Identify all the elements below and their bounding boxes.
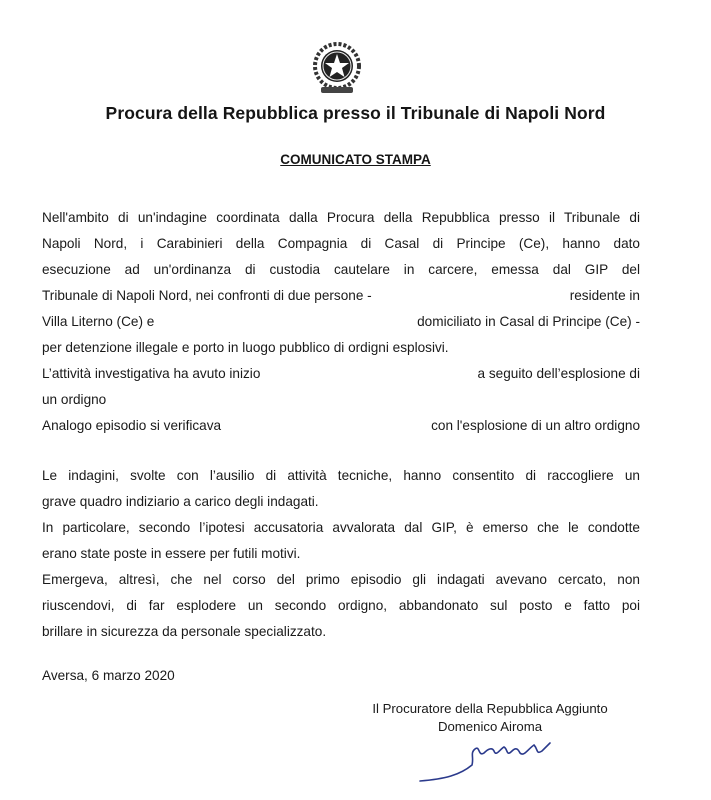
signer-role: Il Procuratore della Repubblica Aggiunto — [372, 701, 608, 716]
text-right: a seguito dell’esplosione di — [477, 366, 640, 381]
text-right: residente in — [569, 288, 640, 303]
italian-republic-emblem-icon — [307, 38, 367, 98]
text-line-redacted — [42, 413, 640, 439]
text-line: Napoli Nord, i Carabinieri della Compagnia di Casal di Principe (Ce), hanno dato — [42, 236, 640, 251]
text-left: Tribunale di Napoli Nord, nei confronti di due persone - — [42, 288, 372, 303]
office-title: Procura della Repubblica presso il Tribunale di Napoli Nord — [105, 103, 606, 123]
text-left: Villa Literno (Ce) e — [42, 314, 155, 329]
signer-name: Domenico Airoma — [437, 719, 543, 734]
text-line: Le indagini, svolte con l’ausilio di attività tecniche, hanno consentito di raccogliere un — [42, 468, 640, 483]
text-line: brillare in sicurezza da personale specializzato. — [42, 624, 327, 639]
text-right: domiciliato in Casal di Principe (Ce) - — [417, 314, 640, 329]
text-line: erano state poste in essere per futili motivi. — [42, 546, 301, 561]
paragraph-2 — [42, 463, 640, 645]
text-line: per detenzione illegale e porto in luogo pubblico di ordigni esplosivi. — [42, 340, 449, 355]
text-line-redacted — [42, 309, 640, 335]
text-line: Nell'ambito di un'indagine coordinata dalla Procura della Repubblica presso il Tribunale di — [42, 210, 640, 225]
paragraph-1 — [42, 205, 640, 439]
text-line: grave quadro indiziario a carico degli indagati. — [42, 494, 319, 509]
text-left: L’attività investigativa ha avuto inizio — [42, 366, 261, 381]
text-line-redacted — [42, 361, 640, 387]
text-line-redacted — [42, 283, 640, 309]
document-heading: COMUNICATO STAMPA — [280, 152, 431, 167]
signature-block — [370, 700, 610, 736]
text-right: con l'esplosione di un altro ordigno — [431, 418, 640, 433]
text-left: Analogo episodio si verificava — [42, 418, 222, 433]
handwritten-signature-icon — [400, 735, 590, 785]
text-line: Emergeva, altresì, che nel corso del primo episodio gli indagati avevano cercato, non — [42, 572, 640, 587]
text-line: riuscendovi, di far esplodere un secondo ordigno, abbandonato sul posto e fatto poi — [42, 598, 640, 613]
text-line: In particolare, secondo l’ipotesi accusatoria avvalorata dal GIP, è emerso che le condotte — [42, 520, 640, 535]
text-line: esecuzione ad un'ordinanza di custodia cautelare in carcere, emessa dal GIP del — [42, 262, 640, 277]
text-line: un ordigno — [42, 392, 107, 407]
place-date: Aversa, 6 marzo 2020 — [42, 668, 175, 683]
